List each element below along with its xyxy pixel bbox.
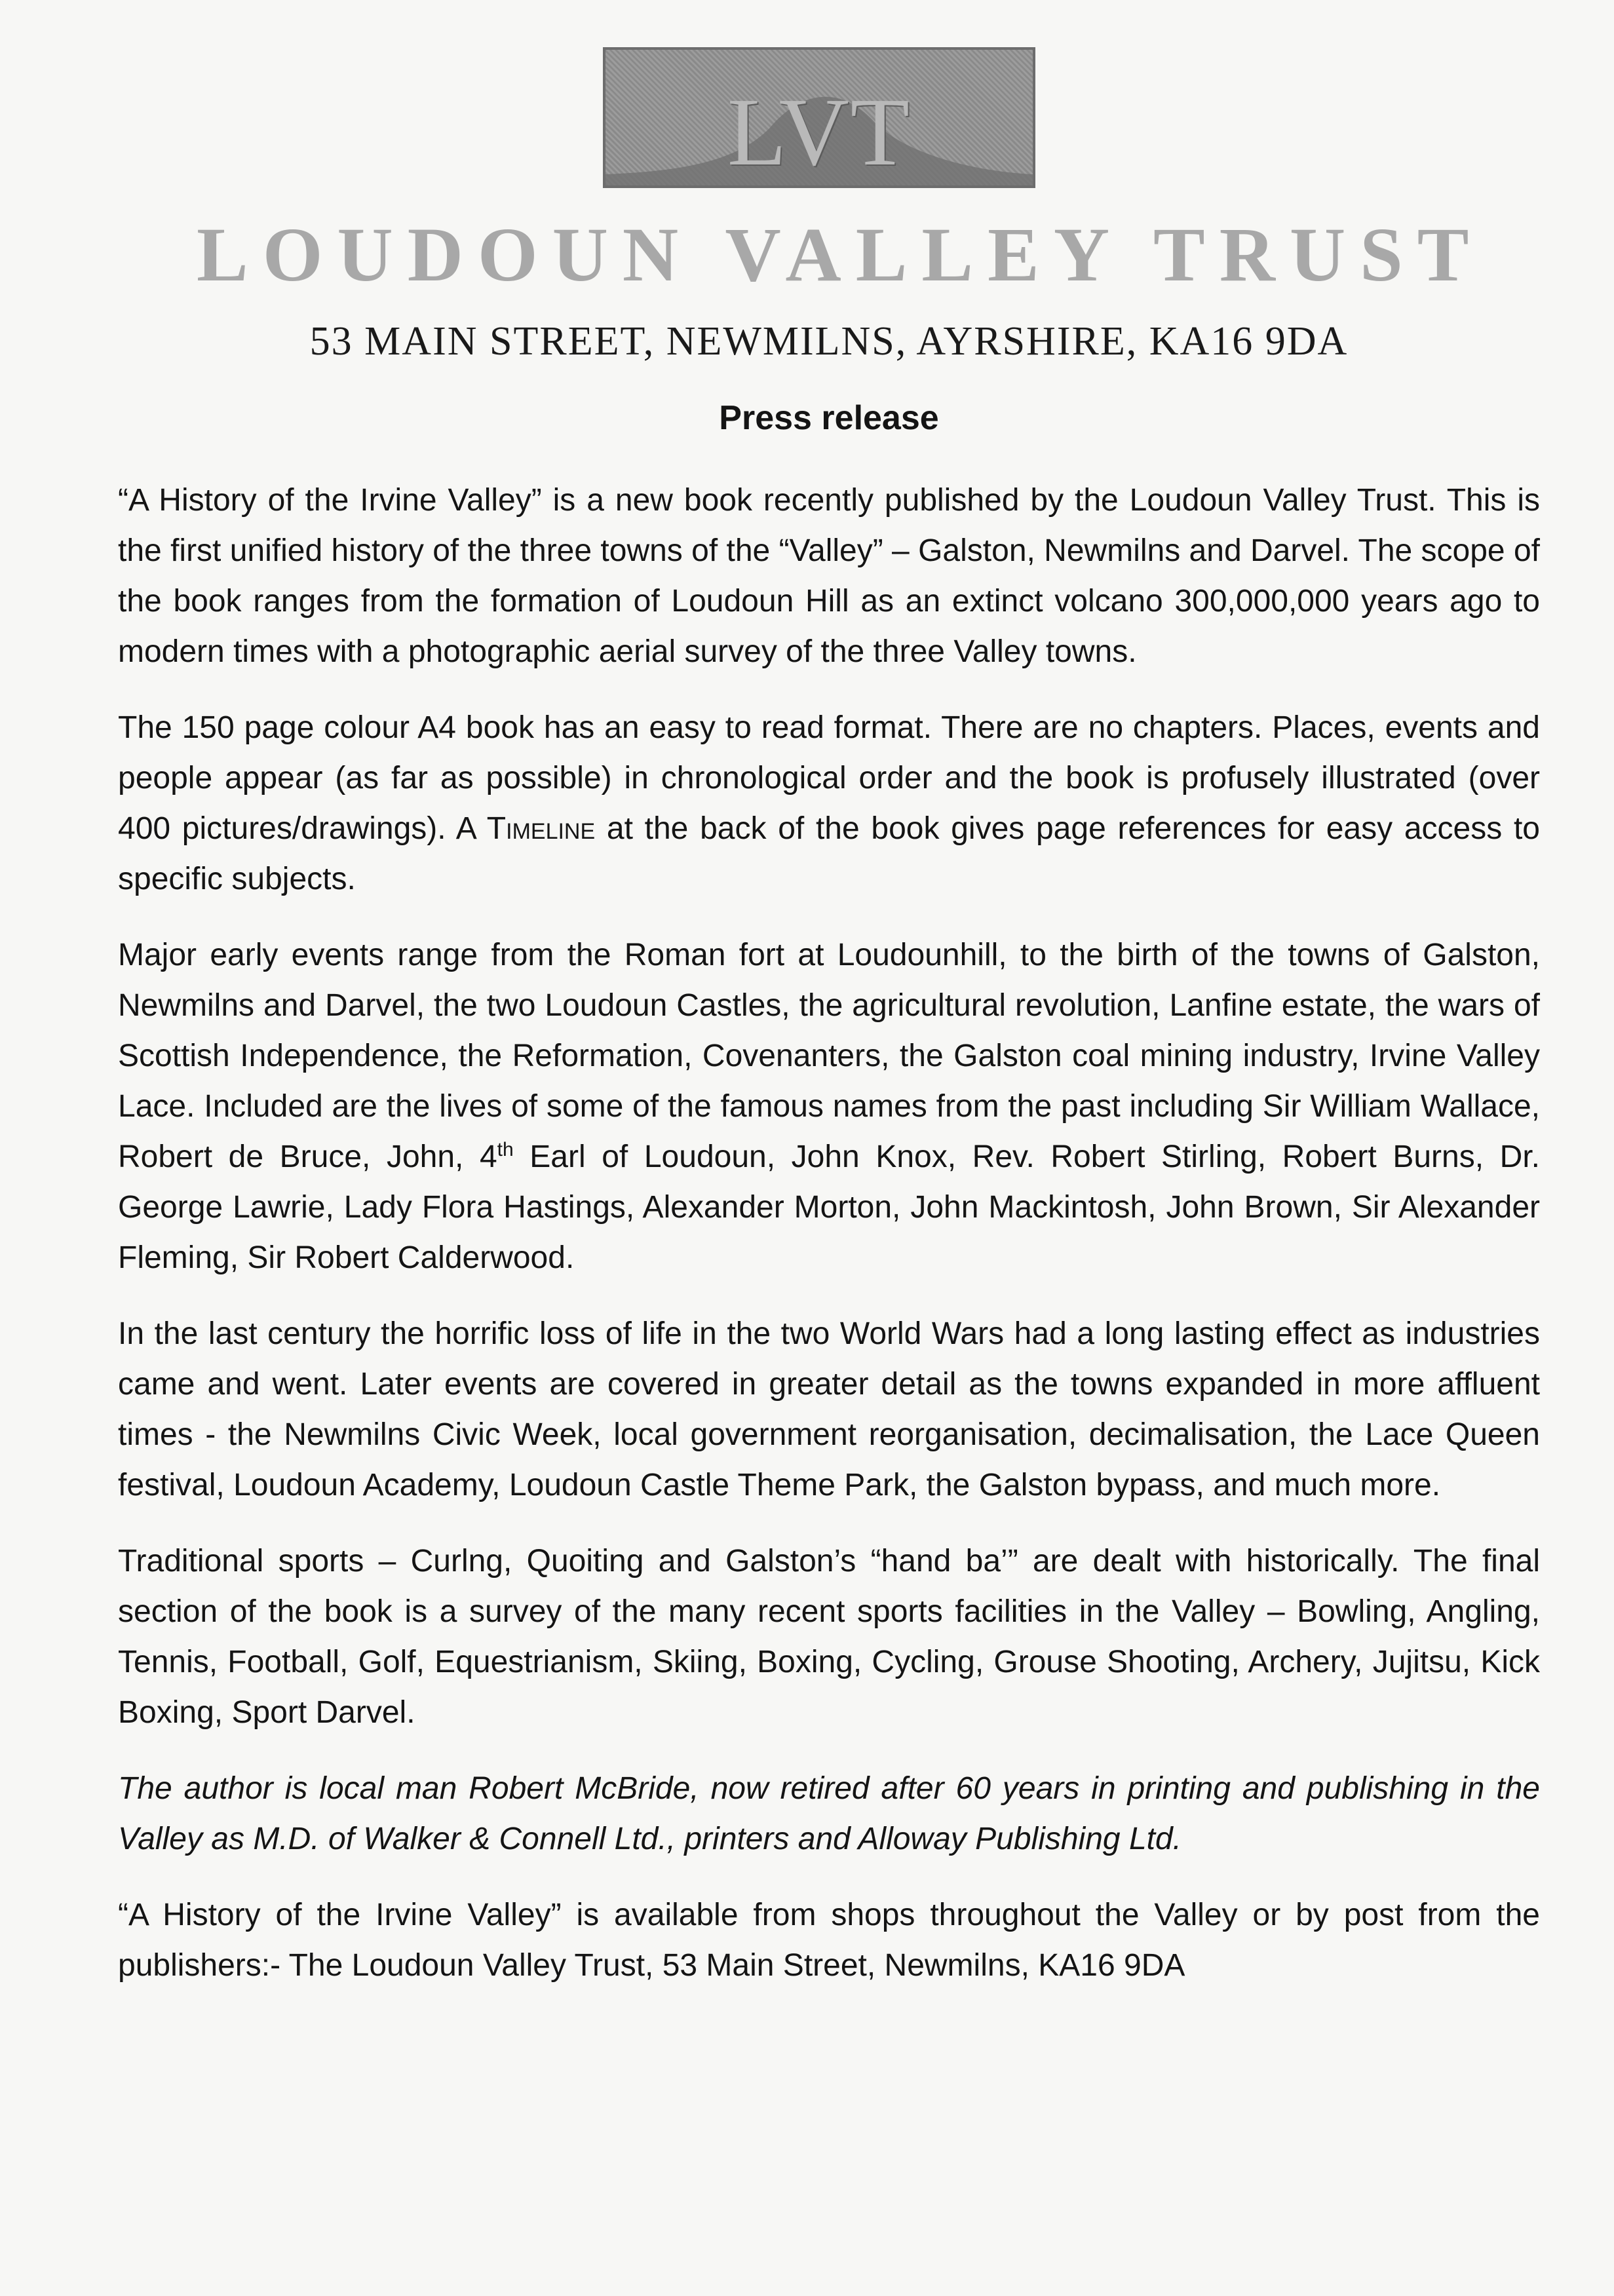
ordinal-suffix: th	[497, 1139, 514, 1160]
trust-name: LOUDOUN VALLEY TRUST	[197, 212, 1484, 297]
logo-letters: LVT	[727, 79, 912, 186]
paragraph-availability: “A History of the Irvine Valley” is available from shops throughout the Valley or by post from the publishers:- The Loudoun Valley Trust, 53 Main Street, Newmilns, KA16 9DA	[118, 1898, 1540, 1983]
paragraph-events-end: Earl of Loudoun, John Knox, Rev. Robert Stirling, Robert Burns, Dr. George Lawrie, Lady Flora Hastings, Alexander Morton, John Mackintosh, John Brown, Sir Alexander Fleming, Sir Robert Calderwood.	[118, 1139, 1540, 1275]
paragraph-sports: Traditional sports – Curlng, Quoiting and Galston’s “hand ba’” are dealt with historically. The final section of the book is a survey of the many recent sports facilities in the Valley – Bowling, Angling, Tennis, Football, Golf, Equestrianism, Skiing, Boxing, Cycling, Grouse Shooting, Archery, Jujitsu, Kick Boxing, Sport Darvel.	[118, 1544, 1540, 1730]
paragraph-author: The author is local man Robert McBride, now retired after 60 years in printing and publishing in the Valley as M.D. of Walker & Connell Ltd., printers and Alloway Publishing Ltd.	[118, 1771, 1540, 1856]
paragraph-format-start: The 150 page colour A4 book has an easy to read format. There are no chapters. Places, events and people appear (as far as possible) in chronological order and the book is profusely illustrated (over 400 pictures/drawings). A	[118, 710, 1540, 846]
timeline-term: Timeline	[486, 811, 596, 846]
page-title: Press release	[719, 399, 939, 437]
lvt-logo	[603, 47, 1035, 188]
paragraph-format	[118, 702, 1540, 904]
trust-address: 53 MAIN STREET, NEWMILNS, AYRSHIRE, KA16 9DA	[309, 319, 1349, 364]
paragraph-format-end: at the back of the book gives page references for easy access to specific subjects.	[118, 811, 1540, 896]
paragraph-last-century: In the last century the horrific loss of life in the two World Wars had a long lasting effect as industries came and went. Later events are covered in greater detail as the towns expanded in more affluent times - the Newmilns Civic Week, local government reorganisation, decimalisation, the Lace Queen festival, Loudoun Academy, Loudoun Castle Theme Park, the Galston bypass, and much more.	[118, 1316, 1540, 1502]
body-text	[118, 475, 1540, 2016]
paragraph-intro: “A History of the Irvine Valley” is a new book recently published by the Loudoun Valley Trust. This is the first unified history of the three towns of the “Valley” – Galston, Newmilns and Darvel. The scope of the book ranges from the formation of Loudoun Hill as an extinct volcano 300,000,000 years ago to modern times with a photographic aerial survey of the three Valley towns.	[118, 483, 1540, 669]
paragraph-events-start: Major early events range from the Roman fort at Loudounhill, to the birth of the towns of Galston, Newmilns and Darvel, the two Loudoun Castles, the agricultural revolution, Lanfine estate, the wars of Scottish Independence, the Reformation, Covenanters, the Galston coal mining industry, Irvine Valley Lace. Included are the lives of some of the famous names from the past including Sir William Wallace, Robert de Bruce, John, 4	[118, 938, 1540, 1174]
paragraph-events	[118, 930, 1540, 1283]
